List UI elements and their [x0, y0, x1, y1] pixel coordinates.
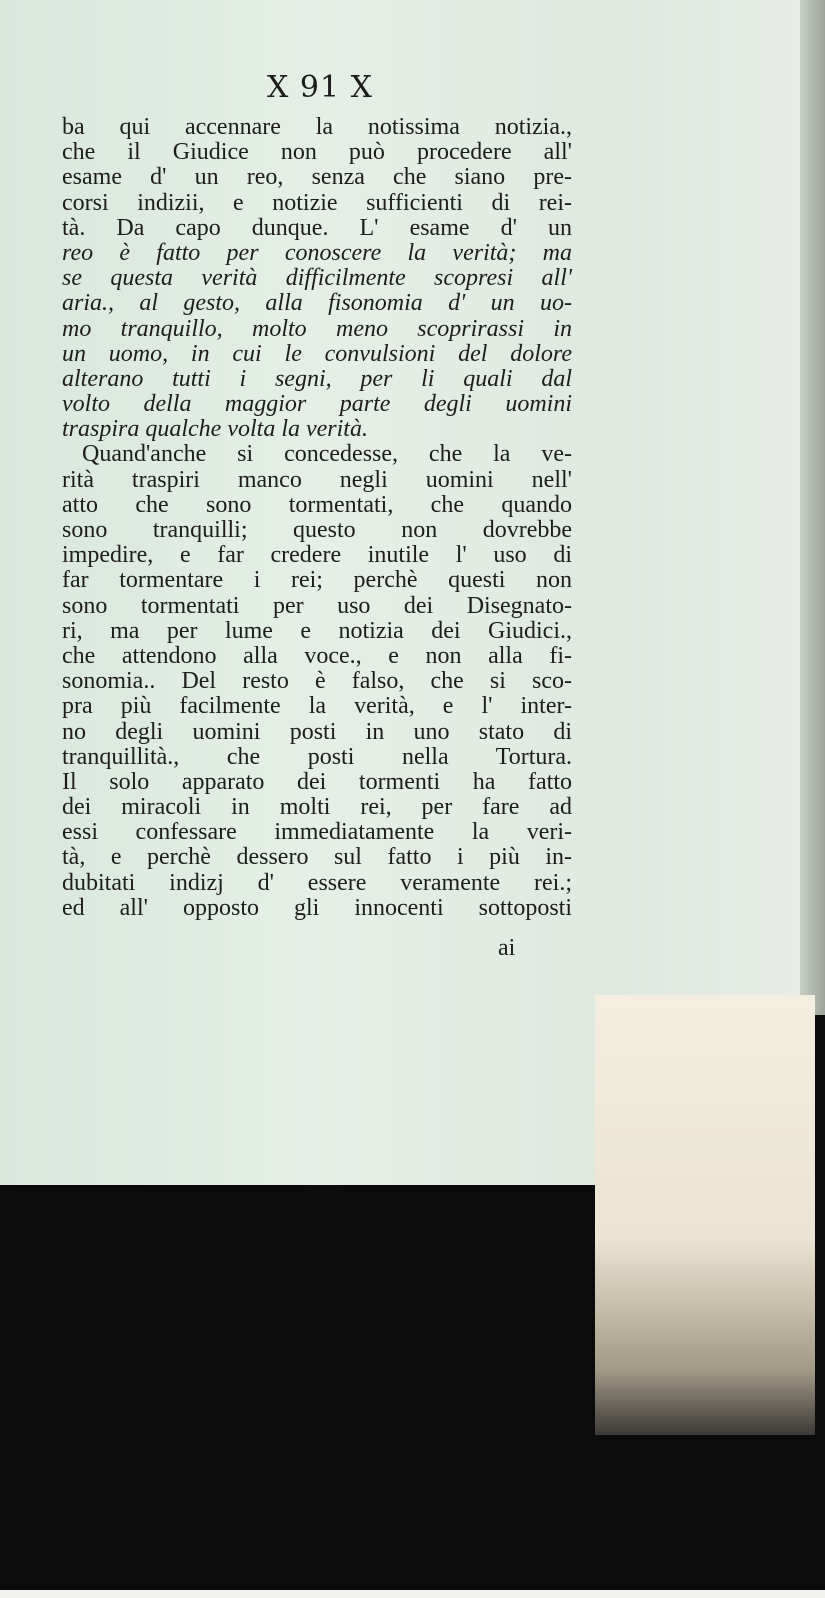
text-line: esame d' un reo, senza che siano pre- — [62, 164, 572, 191]
text-line: che attendono alla voce., e non alla fi- — [62, 642, 572, 669]
text-line: Il solo apparato dei tormenti ha fatto — [62, 768, 572, 795]
text-line-italic: volto della maggior parte degli uomini — [62, 391, 572, 418]
text-line: pra più facilmente la verità, e l' inter- — [62, 693, 572, 720]
text-line: no degli uomini posti in uno stato di — [62, 718, 572, 745]
text-line: ba qui accennare la notissima notizia., — [62, 114, 572, 140]
text-line: dubitati indizj d' essere veramente rei.; — [62, 869, 572, 896]
text-line: sono tranquilli; questo non dovrebbe — [62, 517, 572, 543]
text-line: dei miracoli in molti rei, per fare ad — [62, 794, 572, 821]
text-line-italic: se questa verità difficilmente scopresi all' — [62, 265, 572, 292]
text-line: rità traspiri manco negli uomini nell' — [62, 466, 572, 493]
text-line-italic: reo è fatto per conoscere la verità; ma — [62, 239, 572, 266]
text-line: far tormentare i rei; perchè questi non — [62, 567, 572, 594]
page-number-header: X 91 X — [267, 70, 373, 105]
text-line: tà. Da capo dunque. L' esame d' un — [62, 214, 572, 241]
text-line-italic: alterano tutti i segni, per li quali dal — [62, 365, 572, 392]
catchword: ai — [498, 935, 516, 961]
text-line-italic: traspira qualche volta la verità. — [62, 416, 368, 443]
body-text — [62, 115, 572, 921]
text-line: tranquillità., che posti nella Tortura. — [62, 743, 572, 770]
text-line-italic: mo tranquillo, molto meno scoprirassi in — [62, 315, 572, 342]
text-line: che il Giudice non può procedere all' — [62, 139, 572, 166]
text-line: corsi indizii, e notizie sufficienti di rei- — [62, 189, 572, 216]
text-line: tà, e perchè dessero sul fatto i più in- — [62, 844, 572, 871]
scanner-bottom-edge — [0, 1590, 825, 1598]
text-line: essi confessare immediatamente la veri- — [62, 819, 572, 846]
text-line: ed all' opposto gli innocenti sottoposti — [62, 894, 572, 921]
text-line-italic: un uomo, in cui le convulsioni del dolore — [62, 340, 572, 367]
adjacent-page-strip — [595, 995, 815, 1435]
text-line: Quand'anche si concedesse, che la ve- — [82, 441, 572, 468]
text-line: atto che sono tormentati, che quando — [62, 491, 572, 518]
text-line: sonomia.. Del resto è falso, che si sco- — [62, 668, 572, 695]
text-line: ri, ma per lume e notizia dei Giudici., — [62, 617, 572, 644]
text-line: sono tormentati per uso dei Disegnato- — [62, 592, 572, 619]
text-line-italic: aria., al gesto, alla fisonomia d' un uo- — [62, 290, 572, 317]
page-edge-shadow — [800, 0, 825, 1015]
text-line: impedire, e far credere inutile l' uso di — [62, 542, 572, 569]
